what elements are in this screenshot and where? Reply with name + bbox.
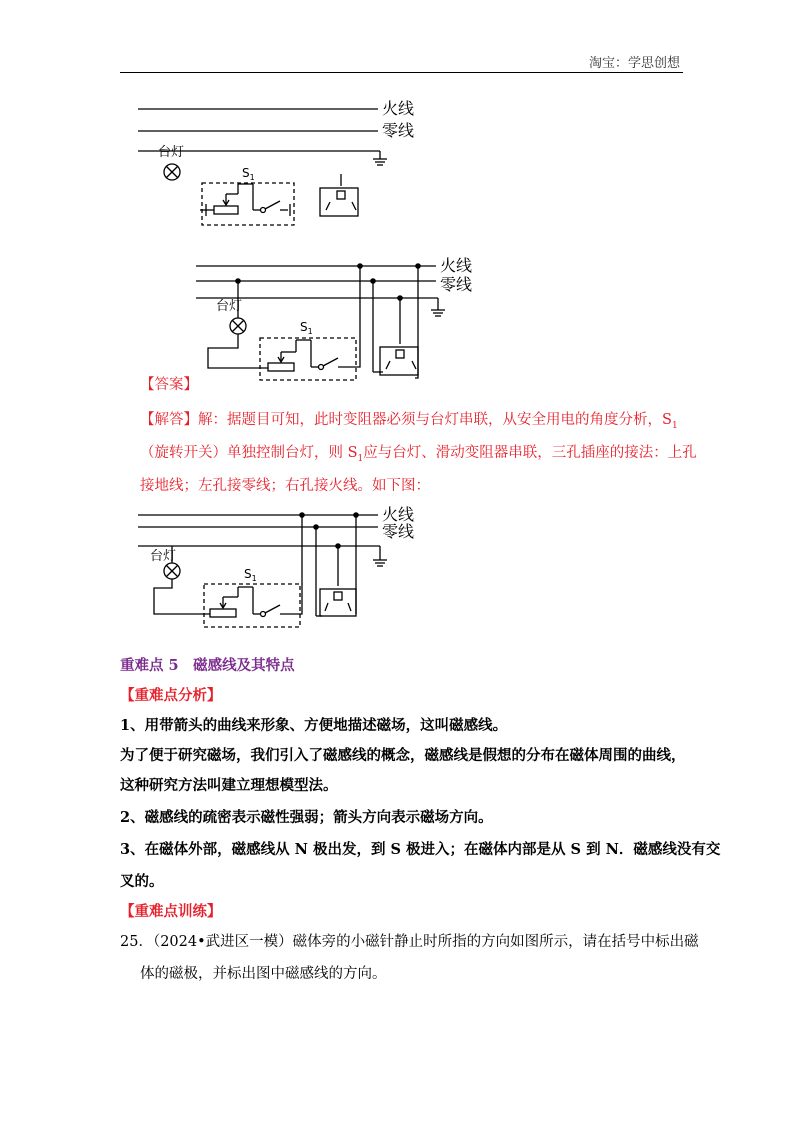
label-switch: $S_1$ — [244, 567, 257, 583]
label-neutral-wire: 零线 — [440, 275, 473, 294]
section-title: 重难点 5 磁感线及其特点 — [120, 657, 295, 674]
circuit-diagram-question — [130, 90, 450, 240]
header-rule — [120, 72, 683, 73]
circuit-diagram-answer-1 — [188, 248, 488, 388]
question-line-2: 体的磁极，并标出图中磁感线的方向。 — [140, 966, 387, 982]
circuit-diagram-answer-2 — [130, 496, 430, 636]
label-desk-lamp: 台灯 — [158, 145, 185, 160]
answer-line-1: 【解答】解：据题目可知，此时变阻器必须与台灯串联，从安全用电的角度分析，$S_1$ — [140, 412, 678, 431]
label-switch: $S_1$ — [300, 320, 313, 336]
label-desk-lamp: 台灯 — [216, 299, 243, 314]
answer-tag: 【答案】 — [140, 377, 198, 393]
analysis-tag: 【重难点分析】 — [120, 687, 222, 704]
label-live-wire: 火线 — [382, 99, 415, 118]
training-tag: 【重难点训练】 — [120, 903, 222, 920]
paragraph-6: 叉的。 — [120, 873, 164, 890]
label-neutral-wire: 零线 — [382, 522, 415, 541]
paragraph-5: 3、在磁体外部，磁感线从 N 极出发，到 S 极进入；在磁体内部是从 S 到 N．磁感线没有交 — [120, 841, 721, 858]
header-brand: 淘宝：学思创想 — [588, 56, 680, 71]
answer-line-2: （旋转开关）单独控制台灯，则 $S_1$应与台灯、滑动变阻器串联，三孔插座的接法：上孔 — [140, 445, 697, 464]
paragraph-1: 1、用带箭头的曲线来形象、方便地描述磁场，这叫磁感线。 — [120, 717, 508, 734]
label-neutral-wire: 零线 — [382, 121, 415, 140]
paragraph-2: 为了便于研究磁场，我们引入了磁感线的概念，磁感线是假想的分布在磁体周围的曲线， — [120, 747, 686, 764]
paragraph-4: 2、磁感线的疏密表示磁性强弱；箭头方向表示磁场方向。 — [120, 809, 493, 826]
label-switch: $S_1$ — [242, 166, 255, 182]
paragraph-3: 这种研究方法叫建立理想模型法。 — [120, 777, 338, 794]
label-desk-lamp: 台灯 — [150, 549, 177, 564]
answer-line-3: 接地线；左孔接零线；右孔接火线。如下图： — [140, 478, 430, 494]
label-live-wire: 火线 — [440, 256, 473, 275]
label-live-wire: 火线 — [382, 505, 415, 524]
question-line-1: 25．（2024•武进区一模）磁体旁的小磁针静止时所指的方向如图所示，请在括号中标出磁 — [120, 934, 699, 950]
